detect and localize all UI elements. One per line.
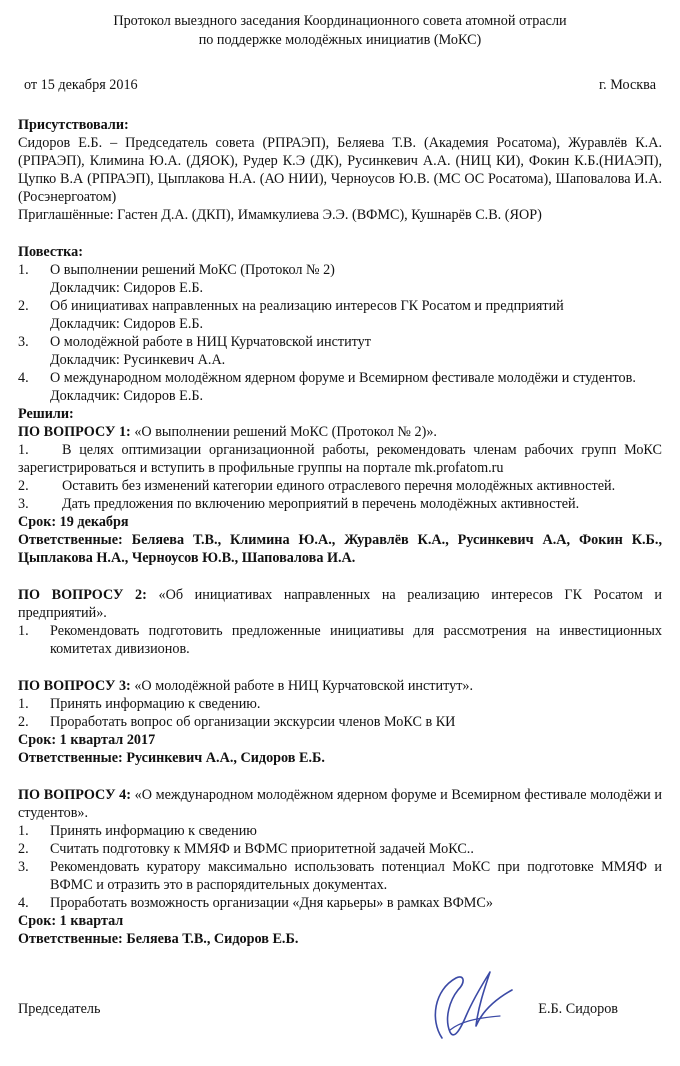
agenda-item (18, 369, 662, 405)
responsible-persons: Ответственные: Беляева Т.В., Сидоров Е.Б. (18, 931, 299, 947)
decision-item (18, 622, 662, 658)
question-text: «О международном молодёжном ядерном форуме и Всемирном фестивале молодёжи и студентов». (18, 787, 663, 821)
decision-item (18, 713, 662, 731)
agenda-item (18, 261, 662, 297)
decision-item-text: Принять информацию к сведению. (50, 696, 261, 712)
agenda-item-speaker: Докладчик: Сидоров Е.Б. (50, 280, 204, 296)
decision-item-text: В целях оптимизации организационной работы, рекомендовать членам рабочих групп МоКС зарегистрироваться и вступить в профильные группы на портале mk.profatom.ru (18, 442, 662, 476)
agenda-item (18, 333, 662, 369)
decision-item-number: 1. (18, 823, 29, 839)
decision-item (18, 495, 662, 513)
question-text: «Об инициативах направленных на реализацию интересов ГК Росатом и предприятий». (18, 587, 663, 621)
agenda-list (18, 261, 662, 405)
agenda-item (18, 297, 662, 333)
decision-item (18, 858, 662, 894)
agenda-item-text: Об инициативах направленных на реализацию интересов ГК Росатом и предприятий (50, 298, 564, 314)
question-text: «О выполнении решений МоКС (Протокол № 2)». (134, 424, 437, 440)
decision-item (18, 441, 662, 477)
question-text: «О молодёжной работе в НИЦ Курчатовской институт». (134, 678, 474, 694)
decision-item (18, 840, 662, 858)
decision-item-text: Считать подготовку к ММЯФ и ВФМС приоритетной задачей МоКС.. (50, 841, 474, 857)
deadline: Срок: 1 квартал (18, 913, 124, 929)
handwritten-signature (420, 960, 520, 1050)
decision-item (18, 695, 662, 713)
agenda-item-number: 4. (18, 370, 29, 386)
decision-item (18, 894, 662, 912)
decision-item-number: 2. (18, 841, 29, 857)
agenda-item-speaker: Докладчик: Русинкевич А.А. (50, 352, 226, 368)
date-place-row (18, 76, 662, 94)
agenda-item-text: О молодёжной работе в НИЦ Курчатовской институт (50, 334, 371, 350)
agenda-item-speaker: Докладчик: Сидоров Е.Б. (50, 388, 204, 404)
agenda-item-speaker: Докладчик: Сидоров Е.Б. (50, 316, 204, 332)
agenda-item-text: О международном молодёжном ядерном форуме и Всемирном фестивале молодёжи и студентов. (50, 370, 636, 386)
question-label: ПО ВОПРОСУ 3: (18, 678, 131, 694)
decision-item-number: 1. (18, 696, 29, 712)
question-title (18, 423, 662, 441)
decision-question-2 (18, 586, 662, 658)
attendees-invited: Приглашённые: Гастен Д.А. (ДКП), Имамкулиева Э.Э. (ВФМС), Кушнарёв С.В. (ЯОР) (18, 207, 542, 223)
document-title (18, 12, 662, 50)
agenda-heading: Повестка: (18, 244, 83, 260)
title-line-1: Протокол выездного заседания Координационного совета атомной отрасли (113, 13, 567, 29)
decision-item-text: Проработать вопрос об организации экскурсии членов МоКС в КИ (50, 714, 456, 730)
meeting-date: от 15 декабря 2016 (24, 77, 138, 93)
question-title (18, 786, 662, 822)
attendees-heading: Присутствовали: (18, 117, 129, 133)
question-label: ПО ВОПРОСУ 2: (18, 587, 147, 603)
decision-item-text: Принять информацию к сведению (50, 823, 257, 839)
responsible-persons: Ответственные: Русинкевич А.А., Сидоров Е.Б. (18, 750, 325, 766)
decision-item (18, 822, 662, 840)
title-line-2: по поддержке молодёжных инициатив (МоКС) (198, 32, 482, 48)
attendees-members: Сидоров Е.Б. – Председатель совета (РПРАЭП), Беляева Т.В. (Академия Росатома), Журавлёв К.А. (РПРАЭП), Климина Ю.А. (ДЯОК), Рудер К.Э (ДК), Русинкевич А.А. (НИЦ КИ), Фокин К.Б.(НИАЭП), Цупко В.А (РПРАЭП), Цыплакова Н.А. (АО НИИ), Черноусов Ю.В. (МС ОС Росатома), Шаповалова И.А. (Росэнергоатом) (18, 135, 662, 205)
meeting-city: г. Москва (598, 77, 656, 93)
decision-item-number: 4. (18, 895, 29, 911)
decision-item-number: 2. (18, 478, 29, 494)
question-label: ПО ВОПРОСУ 1: (18, 424, 131, 440)
decisions-heading: Решили: (18, 406, 74, 422)
agenda-item-number: 2. (18, 298, 29, 314)
decision-item-text: Дать предложения по включению мероприятий в перечень молодёжных активностей. (62, 496, 580, 512)
decision-item-number: 3. (18, 496, 29, 512)
decision-item-number: 1. (18, 442, 29, 458)
decision-question-1 (18, 423, 662, 567)
decision-item-text: Рекомендовать куратору максимально использовать потенциал МоКС при подготовке ММЯФ и ВФМС и отразить это в распорядительных документах. (50, 859, 662, 893)
responsible-persons: Ответственные: Беляева Т.В., Климина Ю.А., Журавлёв К.А., Русинкевич А.А, Фокин К.Б., Цыплакова Н.А., Черноусов Ю.В., Шаповалова И.А. (18, 532, 662, 566)
decision-item-number: 3. (18, 859, 29, 875)
agenda-item-number: 1. (18, 262, 29, 278)
agenda-item-number: 3. (18, 334, 29, 350)
decision-item-text: Рекомендовать подготовить предложенные инициативы для рассмотрения на инвестиционных комитетах дивизионов. (50, 623, 662, 657)
deadline: Срок: 1 квартал 2017 (18, 732, 156, 748)
question-title (18, 677, 662, 695)
question-label: ПО ВОПРОСУ 4: (18, 787, 131, 803)
signatory-name: Е.Б. Сидоров (538, 1001, 618, 1017)
signature-row (18, 1000, 618, 1018)
signatory-role: Председатель (18, 1001, 101, 1017)
decision-question-4 (18, 786, 662, 948)
decision-item-text: Проработать возможность организации «Дня карьеры» в рамках ВФМС» (50, 895, 493, 911)
decision-item-number: 1. (18, 623, 29, 639)
question-title (18, 586, 662, 622)
decision-item (18, 477, 662, 495)
agenda-item-text: О выполнении решений МоКС (Протокол № 2) (50, 262, 335, 278)
decision-item-number: 2. (18, 714, 29, 730)
decision-question-3 (18, 677, 662, 767)
decision-item-text: Оставить без изменений категории единого отраслевого перечня молодёжных активностей. (62, 478, 616, 494)
deadline: Срок: 19 декабря (18, 514, 129, 530)
